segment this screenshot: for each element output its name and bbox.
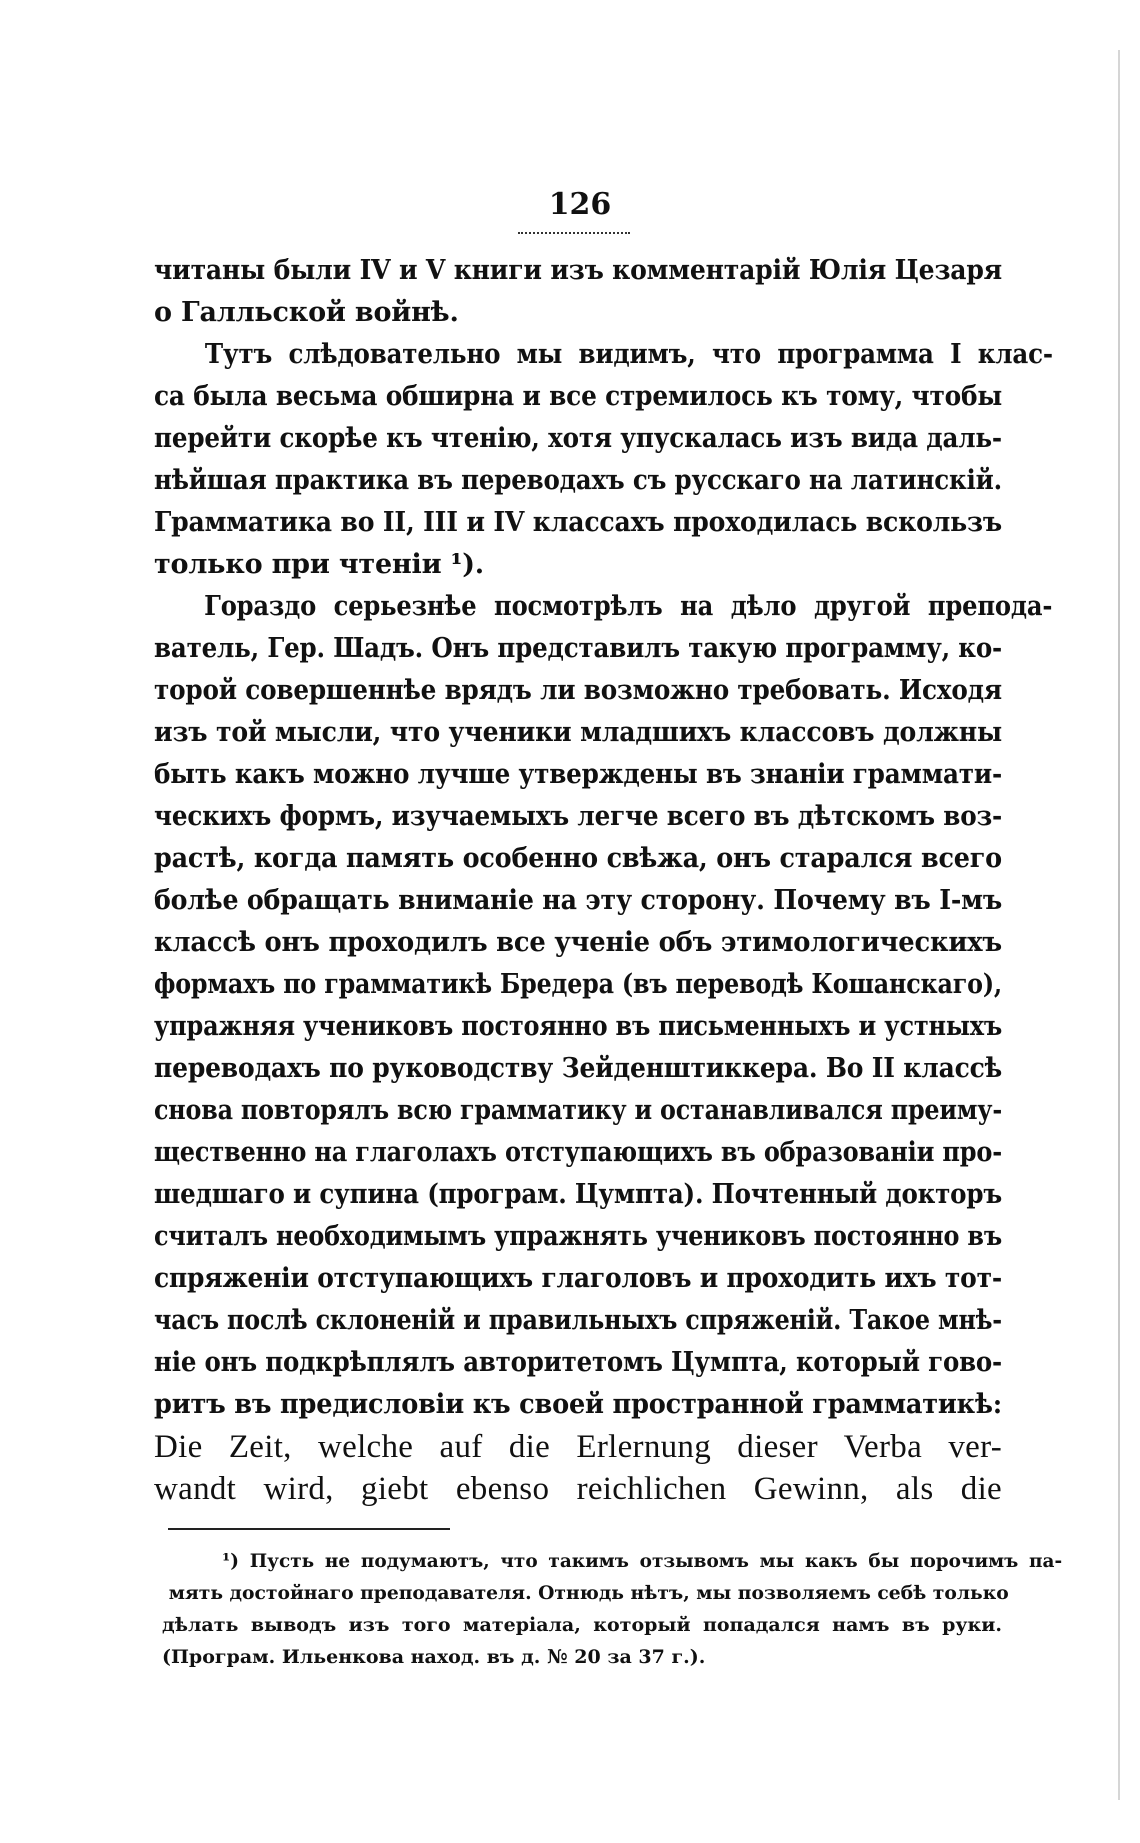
text-line: считалъ необходимымъ упражнять учениковъ постоянно въ [154,1221,1002,1252]
text-line: ческихъ формъ, изучаемыхъ легче всего въ дѣтскомъ воз- [154,801,1003,832]
footnote-divider [168,1528,450,1530]
text-line: о Галльской войнѣ. [154,297,459,328]
text-line: ватель, Гер. Шадъ. Онъ представилъ такую программу, ко- [154,633,1003,664]
text-line: формахъ по грамматикѣ Бредера (въ переводѣ Кошанскаго), [154,969,1002,1000]
text-line-german: Die Zeit, welche auf die Erlernung dieser Verba ver- [154,1429,1002,1465]
text-line: растѣ, когда память особенно свѣжа, онъ старался всего [154,843,1002,874]
text-line: быть какъ можно лучше утверждены въ знаніи граммати- [154,759,1002,790]
text-line: Тутъ слѣдовательно мы видимъ, что программа I клас- [204,339,1053,370]
footnote-line: мять достойнаго преподавателя. Отнюдь нѣтъ, мы позволяемъ себѣ только [168,1582,1009,1604]
footnote-line: ¹) Пусть не подумаютъ, что такимъ отзывомъ мы какъ бы порочимъ па- [222,1550,1063,1572]
text-line: щественно на глаголахъ отступающихъ въ образованіи про- [154,1137,1003,1168]
text-line: ритъ въ предисловіи къ своей пространной грамматикѣ: [154,1389,1003,1420]
text-line-german: wandt wird, giebt ebenso reichlichen Gewinn, als die [154,1471,1002,1507]
text-line: перейти скорѣе къ чтенію, хотя упускалась изъ вида даль- [154,423,1002,454]
text-line: только при чтеніи ¹). [154,549,484,580]
text-line: переводахъ по руководству Зейденштиккера. Во II классѣ [154,1053,1003,1084]
text-line: Гораздо серьезнѣе посмотрѣлъ на дѣло другой препода- [204,591,1053,622]
text-line: изъ той мысли, что ученики младшихъ классовъ должны [154,717,1003,748]
text-line: са была весьма обширна и все стремилось къ тому, чтобы [154,381,1003,412]
page-number-underline [518,232,630,234]
text-line: Грамматика во II, III и IV классахъ проходилась вскользъ [154,507,1002,538]
footnote [162,1545,1063,1673]
page-edge-shadow [1118,50,1120,1800]
text-line: шедшаго и супина (програм. Цумпта). Почтенный докторъ [154,1179,1002,1210]
text-line: ніе онъ подкрѣплялъ авторитетомъ Цумпта, который гово- [154,1347,1002,1378]
text-line: классѣ онъ проходилъ все ученіе объ этимологическихъ [154,927,1002,958]
footnote-line: (Програм. Ильенкова наход. въ д. № 20 за 37 г.). [162,1646,706,1668]
body-text [154,250,1053,1510]
text-line: часъ послѣ склоненій и правильныхъ спряженій. Такое мнѣ- [154,1305,1002,1336]
text-line: читаны были IV и V книги изъ комментарій Юлія Цезаря [154,255,1003,286]
text-line: снова повторялъ всю грамматику и останавливался преиму- [154,1095,1003,1126]
text-line: торой совершеннѣе врядъ ли возможно требовать. Исходя [154,675,1002,706]
footnote-line: дѣлать выводъ изъ того матеріала, который попадался намъ въ руки. [162,1614,1002,1636]
page-number: 126 [548,187,612,222]
text-line: упражняя учениковъ постоянно въ письменныхъ и устныхъ [154,1011,1003,1042]
text-line: болѣе обращать вниманіе на эту сторону. Почему въ I-мъ [154,885,1003,916]
text-line: спряженіи отступающихъ глаголовъ и проходить ихъ тот- [154,1263,1002,1294]
text-line: нѣйшая практика въ переводахъ съ русскаго на латинскій. [154,465,1002,496]
